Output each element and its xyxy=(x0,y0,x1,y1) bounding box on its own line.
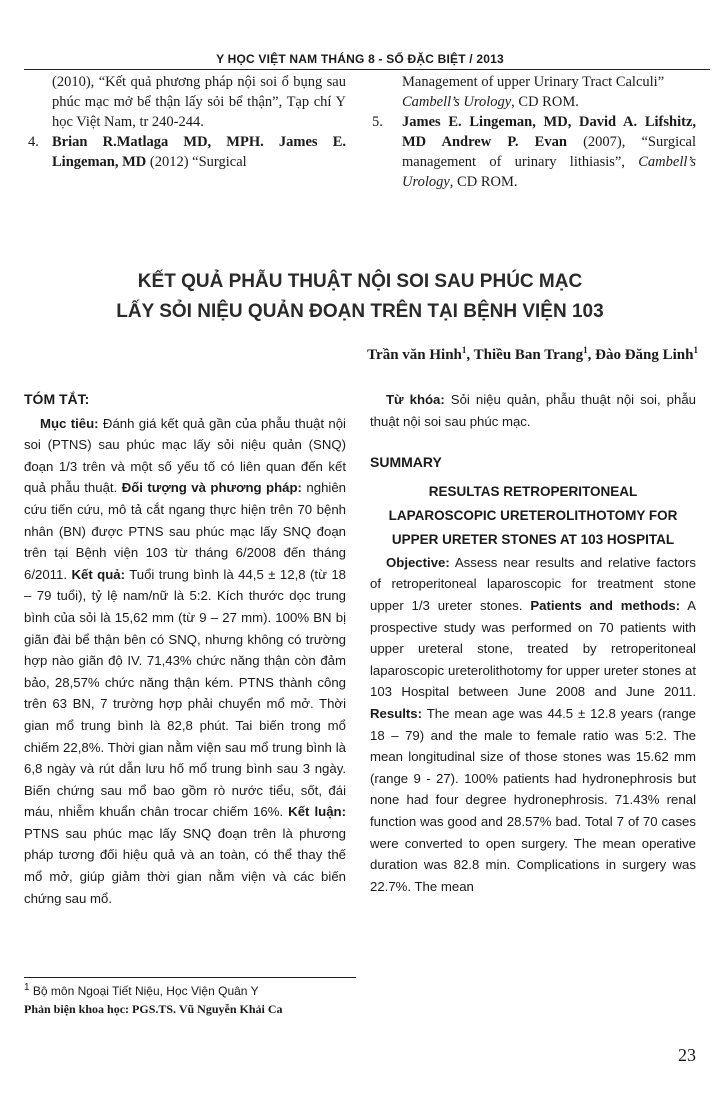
reference-4-authors: Brian R.Matlaga MD, MPH. James E. Lingeman, MD xyxy=(52,134,346,170)
author-1-affiliation: 1 xyxy=(461,345,467,355)
article-title xyxy=(24,267,696,327)
reference-4 xyxy=(24,132,346,172)
summary-objective-text: Assess near results and relative factors of retroperitoneal laparoscopic for treatment stone upper 1/3 ureter stones. xyxy=(370,554,696,613)
conclusion-text: PTNS sau phúc mạc lấy SNQ đoạn trên là phương pháp tương đối hiệu quả và an toàn, có thể thay thế mổ mở, giúp giảm thời gian nằm viện và các biến chứng sau mổ. xyxy=(24,825,346,906)
summary-title xyxy=(370,480,696,552)
title-line-1: KẾT QUẢ PHẪU THUẬT NỘI SOI SAU PHÚC MẠC xyxy=(137,271,583,292)
author-2: Thiều Ban Trang xyxy=(473,347,584,363)
author-separator: , xyxy=(466,347,474,363)
results-text: Tuổi trung bình là 44,5 ± 12,8 (từ 18 – 79 tuổi), tỷ lệ nam/nữ là 5:2. Kích thước dọc trung bình của sỏi là 15,62 mm (từ 9 – 27 mm). 100% BN bị giãn đài bể thận bên có SNQ, nhưng không có trường hợp nào giãn độ IV. 71,43% chức năng thận còn đảm bảo, 28,57% chức năng thận kém. PTNS thành công trên 63 BN, 7 trường hợp phải chuyển mổ mở. Thời gian mổ trung bình là 82,8 phút. Tai biến trong mổ chiếm 22,8%. Thời gian nằm viện sau mổ trung bình là 6,8 ngày và rút dẫn lưu hố mổ trung bình sau 3 ngày. Biến chứng sau mổ bao gồm rò nước tiểu, sốt, đái máu, nhiễm khuẩn chân trocar chiếm 16%. xyxy=(24,566,347,820)
author-line xyxy=(367,345,698,364)
methods-text: nghiên cứu tiến cứu, mô tả cắt ngang thực hiện trên 70 bệnh nhân (BN) được PTNS sau phúc mạc lấy SNQ đoạn trên tại Bệnh viện 103 từ tháng 6/2008 đến tháng 6/2011. xyxy=(24,480,346,582)
page-number: 23 xyxy=(678,1045,696,1065)
reference-5-source: Cambell’s Urology xyxy=(402,154,696,190)
author-1: Trần văn Hinh xyxy=(367,347,462,363)
footnote-rule xyxy=(24,977,356,978)
keywords-text: Sỏi niệu quản, phẫu thuật nội soi, phẫu thuật nội soi sau phúc mạc. xyxy=(370,392,696,429)
summary-heading: SUMMARY xyxy=(370,454,442,471)
keywords-label: Từ khóa: xyxy=(386,392,445,407)
reference-5-tail: , CD ROM. xyxy=(449,174,518,190)
author-3-affiliation: 1 xyxy=(693,345,698,355)
methods-label: Đối tượng và phương pháp: xyxy=(121,480,302,496)
reference-4-text: (2012) “Surgical xyxy=(149,154,247,170)
summary-methods-text: A prospective study was performed on 70 patients with upper ureteral stone, treated by retroperitoneal laparoscopic ureterolithotomy for upper ureter stones at 103 Hospital between June 2008 and June 2011. xyxy=(370,597,697,700)
summary-title-line-1: RESULTAS RETROPERITONEAL xyxy=(428,483,638,499)
objective-label: Mục tiêu: xyxy=(40,415,99,431)
reference-4-tail: , CD ROM. xyxy=(511,94,579,110)
summary-results-text: The mean age was 44.5 ± 12.8 years (range 18 – 79) and the male to female ratio was 5:2. The mean longitudinal size of those stones was 15.62 mm (range 9 - 27). 100% patients had hydronephrosis but none had four degree hydronephrosis. 71.43% renal function was good and 28.57% bad. Total 7 of 70 cases were converted to open surgery. The mean operative duration was 82.8 min. Complications in surgery was 22.7%. The mean xyxy=(370,705,696,894)
reference-5 xyxy=(366,112,696,192)
footnote-affiliation xyxy=(24,980,259,999)
right-column xyxy=(370,389,696,897)
conclusion-label: Kết luận: xyxy=(288,804,346,820)
reference-4-cont-text: Management of upper Urinary Tract Calculi” xyxy=(402,74,665,90)
footnote-reviewer: Phản biện khoa học: PGS.TS. Vũ Nguyễn Khải Ca xyxy=(24,1002,283,1016)
references-right xyxy=(366,72,696,192)
summary-body xyxy=(370,552,696,898)
references-left xyxy=(24,72,346,172)
reference-3-continuation: (2010), “Kết quả phương pháp nội soi ổ bụng sau phúc mạc mở bể thận lấy sỏi bể thận”, Tạp chí Y học Việt Nam, tr 240-244. xyxy=(52,74,346,130)
reference-4-source: Cambell’s Urology xyxy=(402,94,512,110)
reference-5-number: 5. xyxy=(372,114,383,130)
journal-header: Y HỌC VIỆT NAM THÁNG 8 - SỐ ĐẶC BIỆT / 2013 xyxy=(216,52,504,66)
abstract-vietnamese xyxy=(24,389,346,909)
summary-results-label: Results: xyxy=(370,705,423,721)
reference-4-number: 4. xyxy=(28,134,39,150)
summary-title-line-3: UPPER URETER STONES AT 103 HOSPITAL xyxy=(391,531,675,547)
summary-title-line-2: LAPAROSCOPIC URETEROLITHOTOMY FOR xyxy=(388,507,678,523)
summary-methods-label: Patients and methods: xyxy=(530,597,681,613)
header-rule xyxy=(24,69,710,70)
results-label: Kết quả: xyxy=(71,566,125,582)
author-3: Đào Đăng Linh xyxy=(595,347,694,363)
author-2-affiliation: 1 xyxy=(583,345,588,355)
objective-text: Đánh giá kết quả gần của phẫu thuật nội soi (PTNS) sau phúc mạc lấy sỏi niệu quản (SNQ) đoạn 1/3 trên và một số yếu tố có liên quan đến kết quả phẫu thuật. xyxy=(24,415,346,496)
abstract-heading: TÓM TẮT: xyxy=(24,391,90,407)
keywords xyxy=(370,389,696,432)
reference-5-text: (2007), “Surgical management of urinary lithiasis”, xyxy=(402,134,696,170)
title-line-2: LẤY SỎI NIỆU QUẢN ĐOẠN TRÊN TẠI BỆNH VIỆN 103 xyxy=(116,301,604,322)
reference-4-continuation xyxy=(366,72,696,112)
author-separator: , xyxy=(587,347,596,363)
abstract-body xyxy=(24,413,346,910)
reference-5-authors: James E. Lingeman, MD, David A. Lifshitz, MD Andrew P. Evan xyxy=(402,114,696,150)
footnote-affiliation-text: Bộ môn Ngoại Tiết Niệu, Học Viện Quân Y xyxy=(29,984,259,998)
summary-objective-label: Objective: xyxy=(386,554,450,570)
footnote-marker: 1 xyxy=(24,982,30,993)
